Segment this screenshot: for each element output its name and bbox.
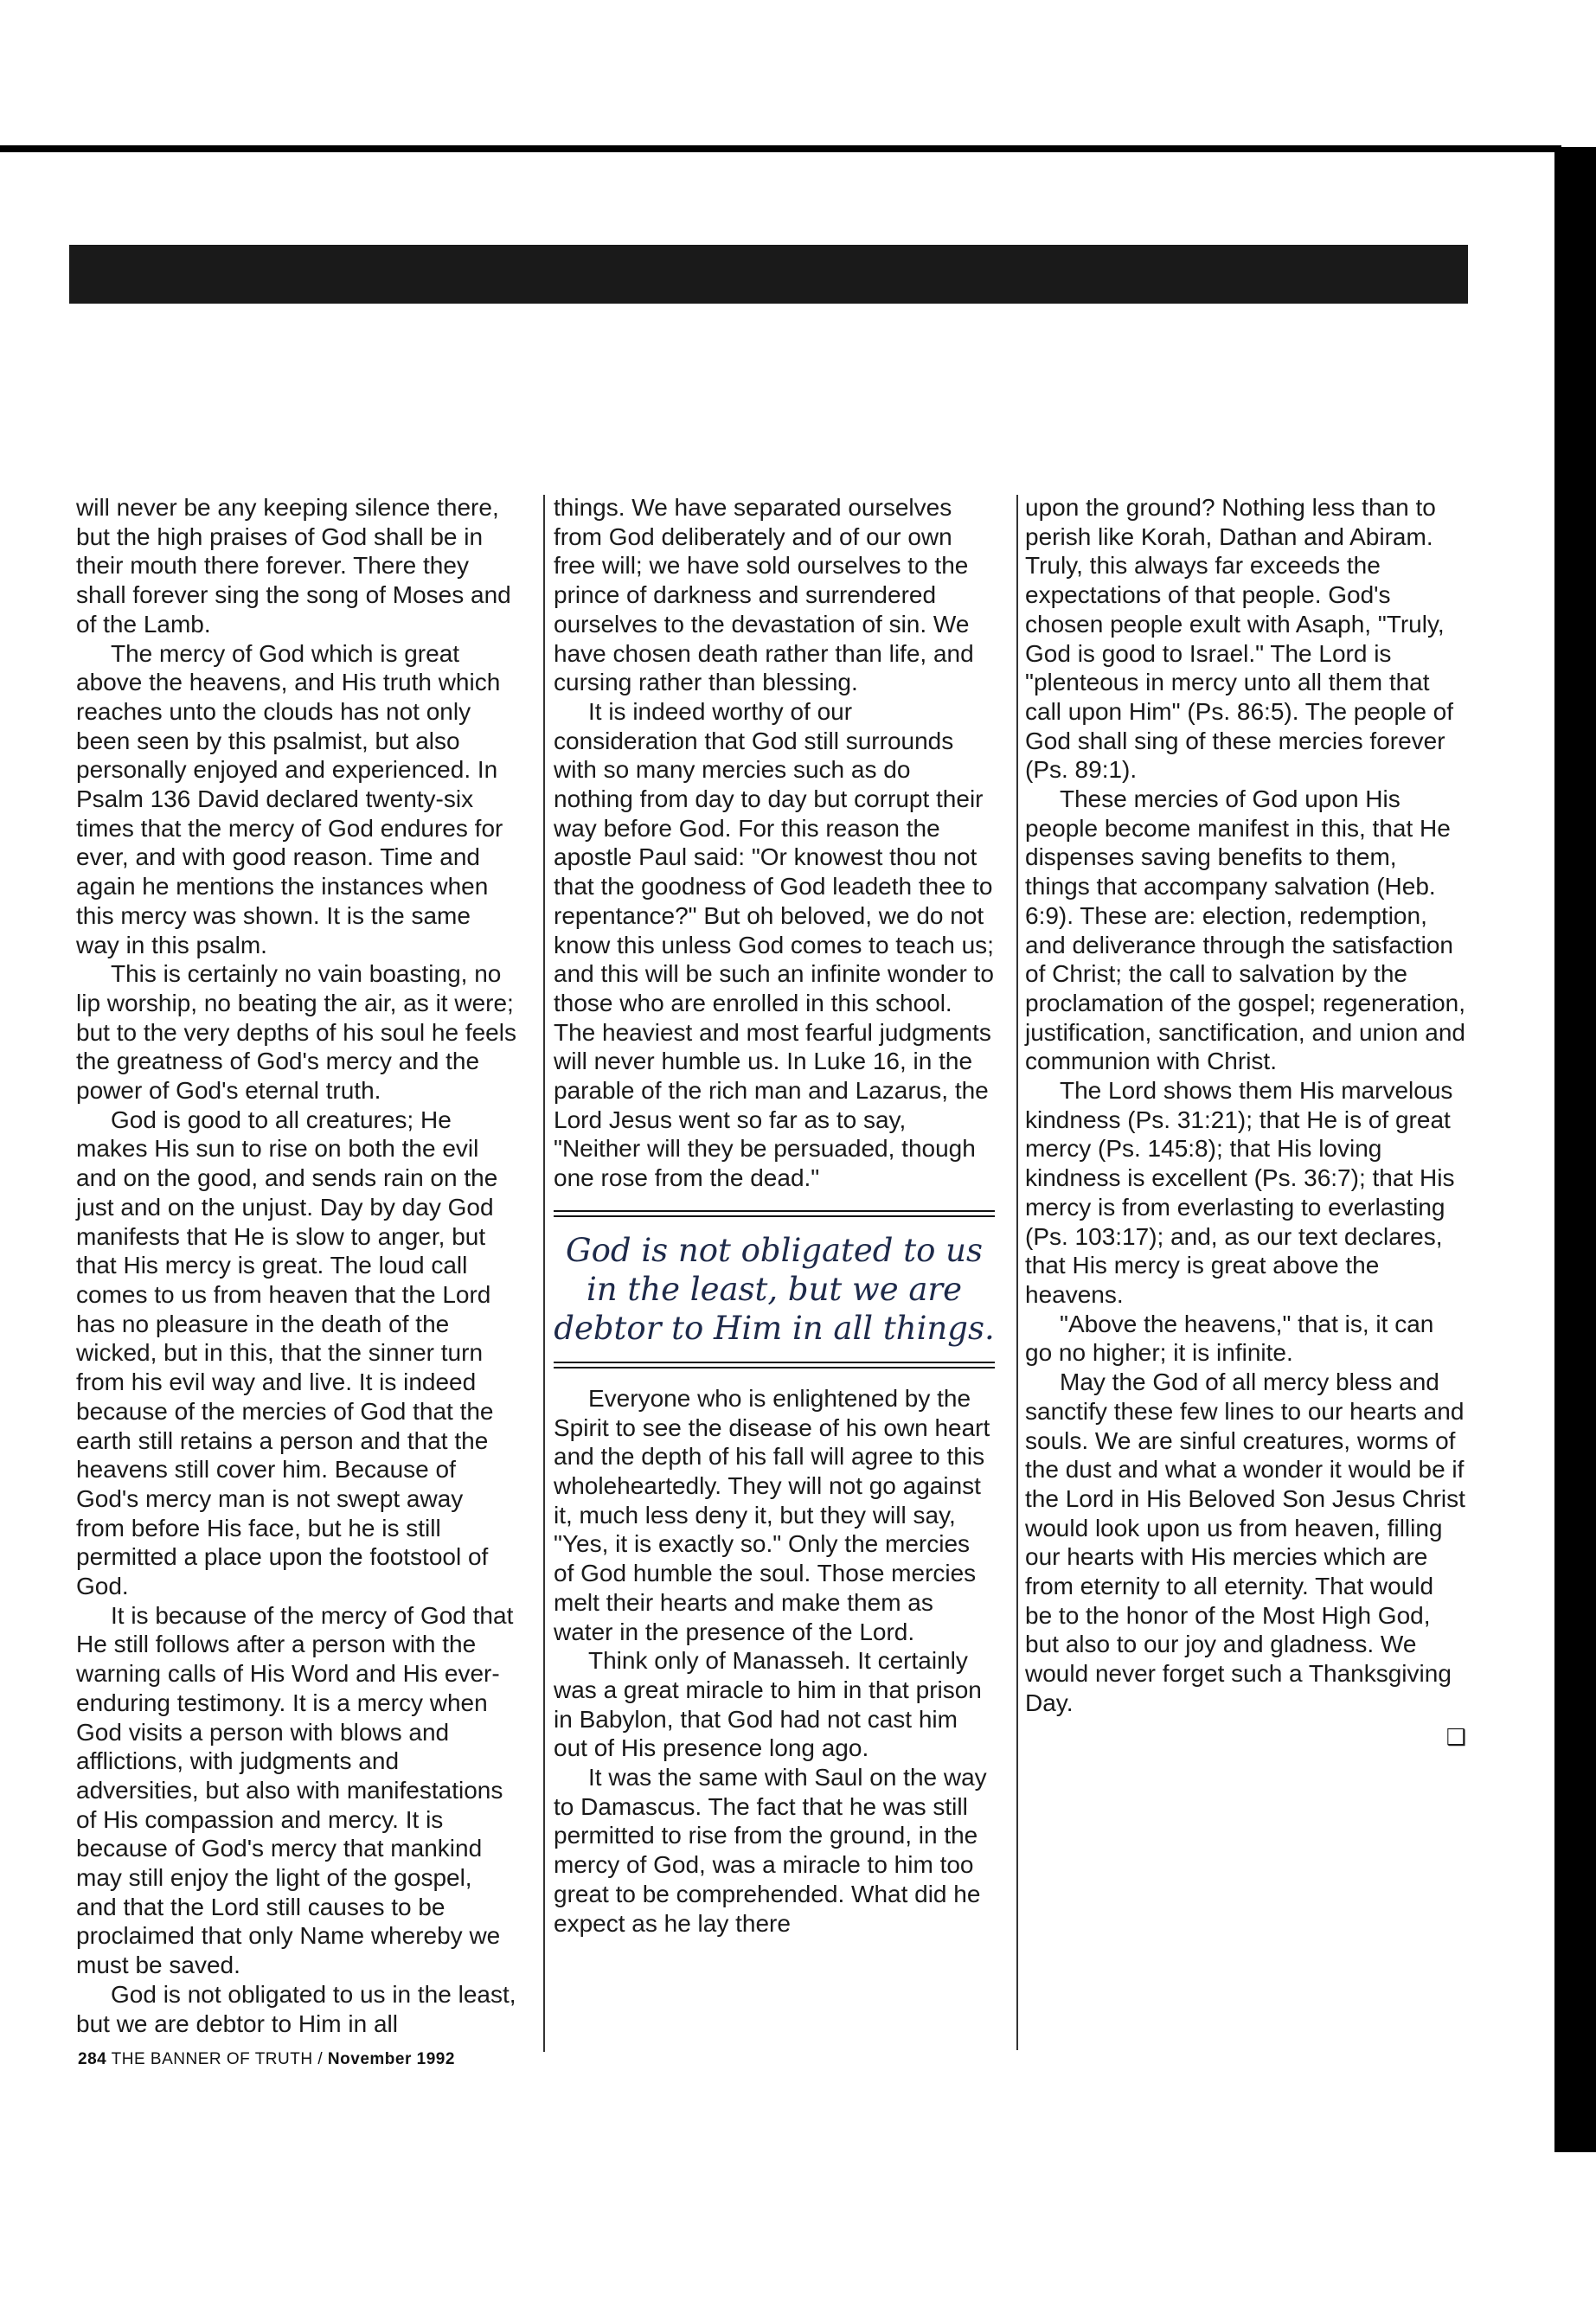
paragraph: These mercies of God upon His people become manifest in this, that He dispenses saving benefits to them, things that accompany salvation (Heb. 6:9). These are: election, redemption, and deliverance through the satisfaction of Christ; the call to salvation by the proclamation of the gospel; regeneration, justification, sanctification, and union and communion with Christ. — [1025, 785, 1465, 1075]
paragraph: The mercy of God which is great above the heavens, and His truth which reaches unto the clouds has not only been seen by this psalmist, but also personally enjoyed and experienced. In Psalm 136 David declared twenty-six times that the mercy of God endures for ever, and with good reason. Time and again he mentions the instances when this mercy was shown. It is the same way in this psalm. — [76, 639, 503, 958]
paragraph: things. We have separated ourselves from God deliberately and of our own free will; we have sold ourselves to the prince of darkness and surrendered ourselves to the devastation of sin. We have chosen death rather than life, and cursing rather than blessing. — [554, 494, 974, 696]
pull-quote-text: God is not obligated to us in the least, but we are debtor to Him in all things. — [554, 1231, 995, 1347]
paragraph: It was the same with Saul on the way to Damascus. The fact that he was still permitted to rise from the ground, in the mercy of God, was a miracle to him too great to be comprehended. What did he expect as he lay there — [554, 1764, 987, 1937]
paragraph: God is good to all creatures; He makes His sun to rise on both the evil and on the good, and sends rain on the just and on the unjust. Day by day God manifests that He is slow to anger, but that His mercy is great. The loud call comes to us from heaven that the Lord has no pleasure in the death of the wicked, but in this, that the sinner turn from his evil way and live. It is indeed because of the mercies of God that the earth still retains a person and that the heavens still cover him. Because of God's mercy man is not swept away from before His face, but he is still permitted a place upon the footstool of God. — [76, 1106, 498, 1600]
pull-quote-bottom-rule — [554, 1362, 995, 1368]
page-number: 284 — [78, 2050, 107, 2068]
end-mark-icon: ❑ — [1445, 1723, 1466, 1750]
footer-separator: / — [312, 2050, 328, 2068]
paragraph: "Above the heavens," that is, it can go no higher; it is infinite. — [1025, 1310, 1434, 1367]
paragraph: upon the ground? Nothing less than to perish like Korah, Dathan and Abiram. Truly, this always far exceeds the expectations of that people. God's chosen people exult with Asaph, "Truly, God is good to Israel." The Lord is "plenteous in mercy unto all them that call upon Him" (Ps. 86:5). The people of God shall sing of these mercies forever (Ps. 89:1). — [1025, 494, 1454, 784]
paragraph: The Lord shows them His marvelous kindness (Ps. 31:21); that He is of great mercy (Ps. 145:8); that His loving kindness is excellent (Ps. 36:7); that His mercy is from everlasting to everlasting (Ps. 103:17); and, as our text declares, that His mercy is great above the heavens. — [1025, 1077, 1455, 1308]
column-3 — [1025, 493, 1466, 1752]
page-footer — [78, 2050, 455, 2069]
paragraph: It is because of the mercy of God that He still follows after a person with the warning calls of His Word and His ever-enduring testimony. It is a mercy when God visits a person with blows and afflictions, with judgments and adversities, but also with manifestations of His compassion and mercy. It is because of God's mercy that mankind may still enjoy the light of the gospel, and that the Lord still causes to be proclaimed that only Name whereby we must be saved. — [76, 1601, 514, 1979]
column-1 — [76, 493, 517, 2038]
column-2 — [554, 493, 995, 1938]
pull-quote — [554, 1210, 995, 1368]
paragraph: Think only of Manasseh. It certainly was a great miracle to him in that prison in Babylon, that God had not cast him out of His presence long ago. — [554, 1647, 982, 1762]
paragraph: It is indeed worthy of our consideration that God still surrounds with so many mercies such as do nothing from day to day but corrupt their way before God. For this reason the apostle Paul said: "Or knowest thou not that the goodness of God leadeth thee to repentance?" But oh beloved, we do not know this unless God comes to teach us; and this will be such an infinite wonder to those who are enrolled in this school. The heaviest and most fearful judgments will never humble us. In Luke 16, in the parable of the rich man and Lazarus, the Lord Jesus went so far as to say, "Neither will they be persuaded, though one rose from the dead." — [554, 697, 994, 1192]
scan-bottom-margin — [0, 2152, 1596, 2301]
publication-name: THE BANNER OF TRUTH — [111, 2050, 313, 2068]
pull-quote-top-rule — [554, 1210, 995, 1217]
paragraph: God is not obligated to us in the least, but we are debtor to Him in all — [76, 1980, 516, 2037]
paragraph: This is certainly no vain boasting, no lip worship, no beating the air, as it were; but to the very depths of his soul he feels the greatness of God's mercy and the power of God's eternal truth. — [76, 960, 516, 1105]
paragraph: Everyone who is enlightened by the Spirit to see the disease of his own heart and the depth of his fall will agree to this wholeheartedly. They will not go against it, much less deny it, but they will say, "Yes, it is exactly so." Only the mercies of God humble the soul. Those mercies melt their hearts and make them as water in the presence of the Lord. — [554, 1384, 990, 1645]
issue-date: November 1992 — [327, 2050, 455, 2068]
column-divider — [543, 495, 545, 2052]
column-divider — [1016, 495, 1018, 2050]
paragraph: will never be any keeping silence there, but the high praises of God shall be in their mouth there forever. There they shall forever sing the song of Moses and of the Lamb. — [76, 494, 511, 638]
paragraph: May the God of all mercy bless and sanctify these few lines to our hearts and souls. We are sinful creatures, worms of the dust and what a wonder it would be if the Lord in His Beloved Son Jesus Christ would look upon us from heaven, filling our hearts with His mercies which are from eternity to all eternity. That would be to the honor of the Most High God, but also to our joy and gladness. We would never forget such a Thanksgiving Day. — [1025, 1368, 1465, 1716]
